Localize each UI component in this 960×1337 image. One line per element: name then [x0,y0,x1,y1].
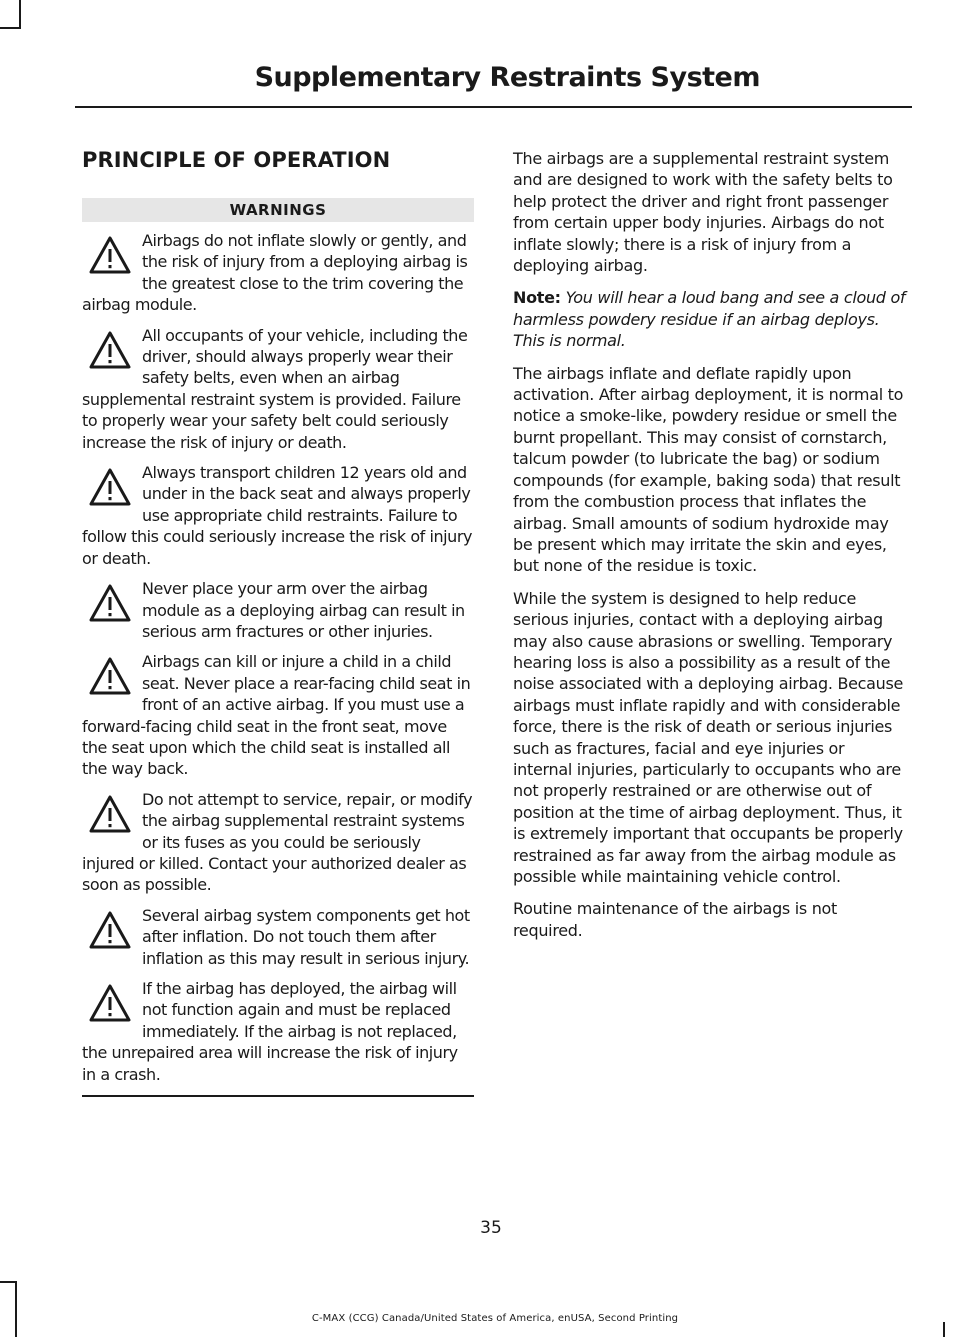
warning-text: Several airbag system components get hot after inflation. Do not touch them after inflation as this may result in serious injury. [142,905,470,968]
warning-text: Airbags do not inflate slowly or gently, and the risk of injury from a deploying airbag is the greatest close to the trim covering the airbag module. [82,231,468,315]
warning-item [82,789,474,896]
warning-triangle-icon [88,793,132,837]
right-column [513,148,907,952]
warning-triangle-icon [88,582,132,626]
warning-triangle-icon [88,982,132,1026]
section-heading: PRINCIPLE OF OPERATION [82,148,391,172]
warning-triangle-icon [88,909,132,953]
warning-item [82,978,474,1085]
left-column [82,148,474,1097]
crop-mark-bottom-right-vertical [943,1322,945,1337]
paragraph-inflation: The airbags inflate and deflate rapidly upon activation. After airbag deployment, it is normal to notice a smoke-like, powdery residue or smell the burnt propellant. This may consist of cornstarch, talcum powder (to lubricate the bag) or sodium compounds (for example, baking soda) that result from the combustion process that inflates the airbag. Small amounts of sodium hydroxide may be present which may irritate the skin and eyes, but none of the residue is toxic. [513,363,904,576]
warnings-header: WARNINGS [82,198,474,222]
note-text: You will hear a loud bang and see a cloud of harmless powdery residue if an airbag deploys. This is normal. [513,288,906,351]
note-label: Note: [513,288,561,308]
paragraph-maintenance: Routine maintenance of the airbags is not required. [513,899,838,940]
warnings-list [82,230,474,1085]
warning-item [82,325,474,453]
crop-mark-bottom-left-vertical [15,1282,17,1337]
paragraph-intro: The airbags are a supplemental restraint system and are designed to work with the safety belts to help protect the driver and right front passenger from certain upper body injuries. Airbags do not inflate slowly; there is a risk of injury from a deploying airbag. [513,149,893,276]
warning-item [82,905,474,969]
warning-triangle-icon [88,329,132,373]
warning-text: Never place your arm over the airbag module as a deploying airbag can result in serious arm fractures or other injuries. [142,579,465,641]
crop-mark-top-left-horizontal [0,27,21,29]
page-header-title: Supplementary Restraints System [254,62,760,93]
warning-triangle-icon [88,466,132,510]
warning-text: If the airbag has deployed, the airbag will not function again and must be replaced immediately. If the airbag is not replaced, the unrepaired area will increase the risk of injury in a crash. [82,979,458,1084]
crop-mark-top-left-vertical [19,0,21,28]
warning-text: Do not attempt to service, repair, or modify the airbag supplemental restraint systems or its fuses as you could be seriously injured or killed. Contact your authorized dealer as soon as possible. [82,789,473,895]
warning-text: Always transport children 12 years old and under in the back seat and always properly use appropriate child restraints. Failure to follow this could seriously increase the risk of injury or death. [82,463,472,568]
warning-text: Airbags can kill or injure a child in a child seat. Never place a rear-facing child seat in front of an active airbag. If you must use a forward-facing child seat in the front seat, move the seat upon which the child seat is installed all the way back. [82,652,471,779]
page-footer: C-MAX (CCG) Canada/United States of America, enUSA, Second Printing [311,1313,679,1324]
paragraph-injuries: While the system is designed to help reduce serious injuries, contact with a deploying airbag may also cause abrasions or swelling. Temporary hearing loss is also a possibility as a result of the noise associated with a deploying airbag. Because airbags must inflate rapidly and with considerable force, there is the risk of death or serious injuries such as fractures, facial and eye injuries or internal injuries, particularly to occupants who are not properly restrained or are otherwise out of position at the time of airbag deployment. Thus, it is extremely important that occupants be properly restrained as far away from the airbag module as possible while maintaining vehicle control. [513,588,904,886]
note-paragraph [513,287,907,351]
warning-item [82,462,474,569]
warning-triangle-icon [88,234,132,278]
warning-text: All occupants of your vehicle, including the driver, should always properly wear their safety belts, even when an airbag supplemental restraint system is provided. Failure to properly wear your safety belt could seriously increase the risk of injury or death. [82,325,468,452]
crop-mark-bottom-left-horizontal [0,1281,17,1283]
page-number: 35 [480,1218,502,1238]
warning-item [82,578,474,642]
warning-item [82,651,474,779]
warnings-end-rule [82,1095,474,1097]
header-rule [75,106,912,108]
warning-item [82,230,474,316]
warning-triangle-icon [88,655,132,699]
